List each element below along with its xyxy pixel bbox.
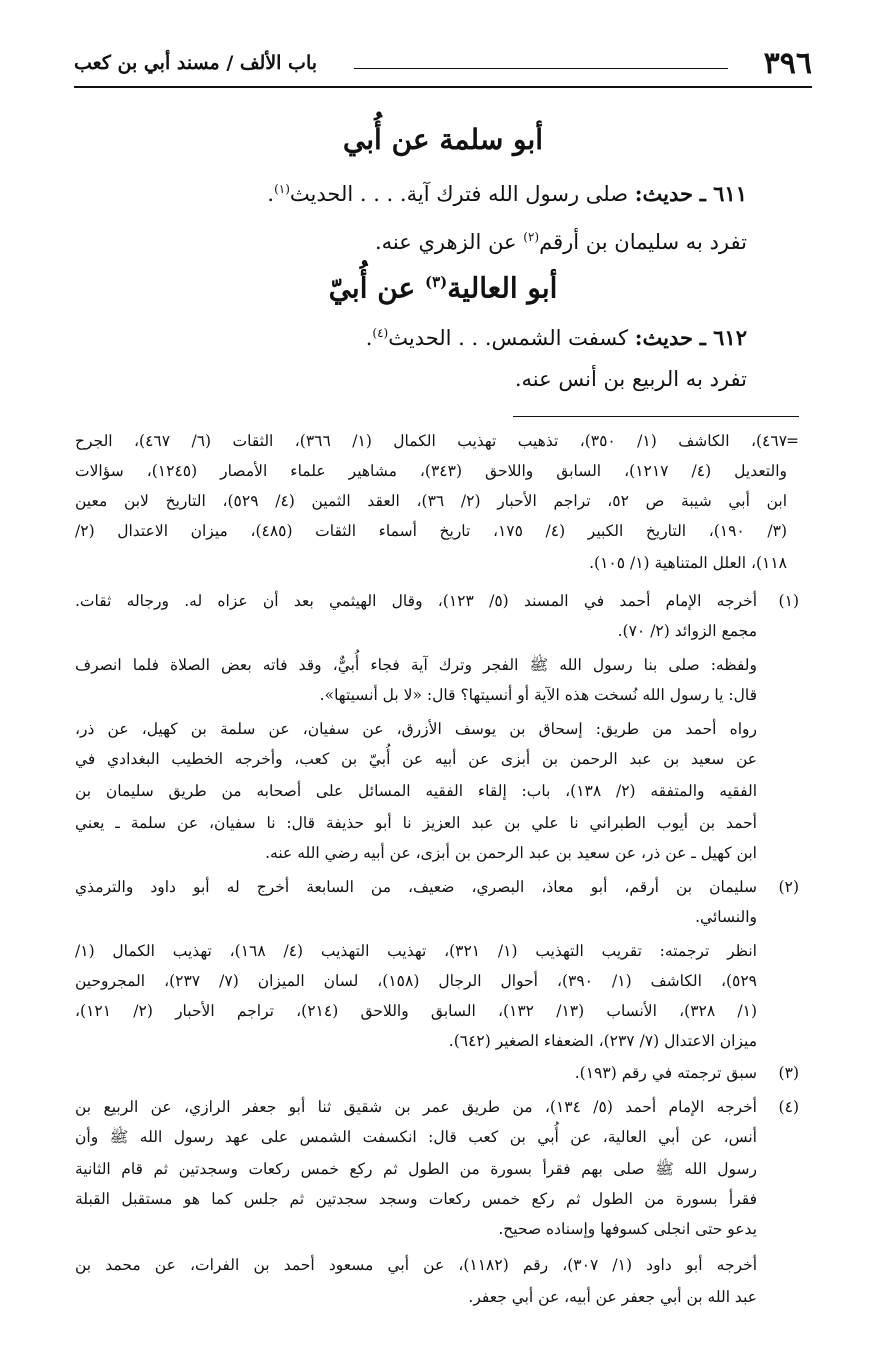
section-title-abu-salama: أبو سلمة عن أُبي bbox=[342, 123, 544, 156]
section-title-abu-aliya bbox=[74, 262, 812, 308]
page-number: ٣٩٦ bbox=[763, 46, 812, 81]
hadith-end: . bbox=[365, 326, 373, 350]
footnote-ref[interactable]: (٢) bbox=[523, 230, 540, 244]
footnote-line: قال: يا رسول الله نُسخت هذه الآية أو أنسيتها؟ قال: «لا بل أنسيتها». bbox=[319, 686, 757, 704]
hadith-612-note: تفرد به الربيع بن أنس عنه. bbox=[514, 367, 747, 391]
hadith-end: . bbox=[267, 182, 275, 206]
footnote-line: الفقيه والمتفقه (٢/ ١٣٨)، باب: إلقاء الفقيه المسائل على أصحابه من طريق سليمان بن bbox=[75, 782, 757, 800]
footnote-marker-4: (٤) bbox=[778, 1098, 799, 1116]
footnote-ref[interactable]: (٣) bbox=[425, 273, 448, 291]
header-rule bbox=[354, 68, 728, 69]
footnote-marker-3: (٣) bbox=[778, 1064, 799, 1082]
footnote-line: رسول الله ﷺ صلى بهم فقرأ بسورة من الطول ثم ركع خمس ركعات وسجدتين ثم قام الثانية bbox=[75, 1160, 757, 1178]
footnote-line: أنس، عن أبي العالية، عن أُبي بن كعب قال: انكسفت الشمس على عهد رسول الله ﷺ وأن bbox=[75, 1128, 757, 1146]
footnote-marker-2: (٢) bbox=[778, 878, 799, 896]
footnote-line: سليمان بن أرقم، أبو معاذ، البصري، ضعيف، من السابعة أخرج له أبو داود والترمذي bbox=[75, 878, 757, 896]
footnote-line: والنسائي. bbox=[695, 908, 757, 926]
footnote-ref[interactable]: (١) bbox=[274, 182, 290, 196]
section-title-text: أبو العالية bbox=[447, 271, 558, 305]
hadith-text: صلى رسول الله فترك آية. . . . الحديث bbox=[289, 182, 629, 206]
hadith-612-line bbox=[127, 316, 747, 355]
footnote-marker-1: (١) bbox=[778, 592, 799, 610]
hadith-611-note bbox=[127, 220, 747, 259]
hadith-label: حديث: bbox=[634, 181, 693, 206]
footnote-line: ميزان الاعتدال (٧/ ٢٣٧)، الضعفاء الصغير (٦٤٢). bbox=[448, 1032, 757, 1050]
note-text: تفرد به سليمان بن أرقم bbox=[539, 230, 747, 254]
footnote-continuation-marker: = bbox=[786, 432, 799, 450]
note-text-end: عن الزهري عنه. bbox=[375, 230, 517, 254]
running-header bbox=[74, 40, 812, 88]
section-title-end: عن أُبيّ bbox=[328, 271, 416, 305]
footnote-separator bbox=[513, 416, 799, 417]
footnote-line: فقرأ بسورة من الطول ثم ركع خمس ركعات وسجد سجدتين ثم جلس كما هو مستقبل القبلة bbox=[75, 1190, 757, 1208]
footnote-line: (١/ ٣٢٨)، الأنساب (١٣/ ١٣٢)، السابق واللاحق (٢١٤)، تراجم الأحبار (٢/ ١٢١)، bbox=[75, 1002, 758, 1020]
footnote-line: أخرجه أبو داود (١/ ٣٠٧)، رقم (١١٨٢)، عن أبي مسعود أحمد بن الفرات، عن محمد بن bbox=[75, 1256, 758, 1274]
footnote-line: ١١٨)، العلل المتناهية (١/ ١٠٥). bbox=[589, 554, 787, 572]
footnote-line: ٤٦٧)، الكاشف (١/ ٣٥٠)، تذهيب تهذيب الكمال (١/ ٣٦٦)، الثقات (٦/ ٤٦٧)، الجرح bbox=[75, 432, 788, 450]
footnote-ref[interactable]: (٤) bbox=[372, 326, 389, 340]
footnote-line: أخرجه الإمام أحمد في المسند (٥/ ١٢٣)، وقال الهيثمي بعد أن عزاه له. ورجاله ثقات. bbox=[75, 592, 758, 610]
footnote-line: ابن كهيل ـ عن ذر، عن سعيد بن عبد الرحمن بن أبزى، عن أبيه رضي الله عنه. bbox=[265, 844, 757, 862]
footnote-line: ٥٢٩)، الكاشف (١/ ٣٩٠)، أحوال الرجال (١٥٨)، لسان الميزان (٧/ ٢٣٧)، المجروحين bbox=[75, 972, 757, 990]
hadith-text: كسفت الشمس. . . الحديث bbox=[388, 326, 629, 350]
footnote-line: أخرجه الإمام أحمد (٥/ ١٣٤)، من طريق عمر بن شقيق ثنا أبو جعفر الرازي، عن الربيع بن bbox=[75, 1098, 757, 1116]
footnote-line: (٣/ ١٩٠)، التاريخ الكبير (٤/ ١٧٥، تاريخ أسماء الثقات (٤٨٥)، ميزان الاعتدال (٢/ bbox=[75, 522, 787, 540]
hadith-611-line bbox=[127, 172, 747, 211]
footnote-line: رواه أحمد من طريق: إسحاق بن يوسف الأزرق، عن سفيان، عن سلمة بن كهيل، عن ذر، bbox=[75, 720, 757, 738]
footnote-line: انظر ترجمته: تقريب التهذيب (١/ ٣٢١)، تهذيب التهذيب (٤/ ١٦٨)، تهذيب الكمال (١/ bbox=[75, 942, 757, 960]
footnote-line: ابن أبي شيبة ص ٥٢، تراجم الأحبار (٢/ ٣٦)، العقد الثمين (٤/ ٥٢٩)، التاريخ لابن معين bbox=[75, 492, 788, 510]
footnote-line: ولفظه: صلى بنا رسول الله ﷺ الفجر وترك آية فجاء أُبيٌّ، وقد فاته بعض الصلاة فلما انصرف bbox=[75, 656, 757, 674]
footnote-line: والتعديل (٤/ ١٢١٧)، السابق واللاحق (٣٤٣)، مشاهير علماء الأمصار (١٢٤٥)، سؤالات bbox=[75, 462, 787, 480]
running-title: باب الألف / مسند أبي بن كعب bbox=[74, 52, 318, 74]
hadith-number: ٦١١ ـ bbox=[699, 181, 747, 206]
footnote-line: عن سعيد بن عبد الرحمن بن أبزى عن أبيه عن أُبيّ بن كعب، وأخرجه الخطيب البغدادي في bbox=[75, 750, 757, 768]
footnote-line: سبق ترجمته في رقم (١٩٣). bbox=[574, 1064, 757, 1082]
footnote-line: أحمد بن أيوب الطبراني نا علي بن عبد العزيز نا أبو حذيفة قال: نا سفيان، عن سلمة ـ يعني bbox=[75, 814, 757, 832]
footnote-line: مجمع الزوائد (٢/ ٧٠). bbox=[617, 622, 757, 640]
hadith-label: حديث: bbox=[634, 325, 693, 350]
footnote-line: يدعو حتى انجلى كسوفها وإسناده صحيح. bbox=[498, 1220, 757, 1238]
hadith-number: ٦١٢ ـ bbox=[699, 325, 747, 350]
footnote-line: عبد الله بن أبي جعفر عن أبيه، عن أبي جعفر. bbox=[468, 1288, 757, 1306]
